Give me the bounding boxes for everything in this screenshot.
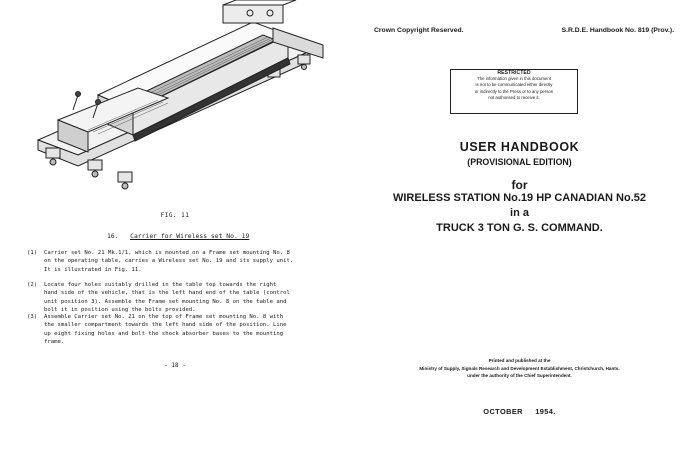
publication-date	[350, 407, 689, 416]
paragraph	[27, 313, 327, 347]
station-line: WIRELESS STATION No.19 HP CANADIAN No.52	[392, 192, 647, 204]
restricted-text: The information given in this document is not to be communicated either directly or indirectly to the Press or to any person not authorised to receive it.	[474, 76, 554, 100]
handbook-reference: S.R.D.E. Handbook No. 819 (Prov.).	[561, 27, 674, 34]
figure-label: FIG. 11	[160, 212, 190, 219]
paragraph-text: Locate four holes suitably drilled in the table top towards the right hand side of the vehicle, that is the left hand end of the table (control unit position 3). Assemble the Frame set mounting No. 8 on the table and bolt it in position using the bolts provided.	[44, 282, 290, 313]
restricted-box	[450, 69, 578, 114]
paragraph	[27, 281, 327, 315]
publisher-line: Ministry of Supply, Signals Research and Development Establishment, Christchurch, Hants.	[419, 365, 620, 371]
paragraph-number: (2)	[27, 282, 38, 288]
right-page	[350, 0, 689, 449]
paragraph-number: (1)	[27, 250, 38, 256]
for-line: for	[511, 178, 528, 192]
publisher-block	[350, 357, 689, 380]
carrier-frame-drawing	[18, 0, 338, 205]
date-month: OCTOBER	[483, 407, 523, 416]
truck-line: TRUCK 3 TON G. S. COMMAND.	[436, 222, 603, 234]
in-a-line: in a	[510, 207, 529, 219]
copyright-notice: Crown Copyright Reserved.	[374, 27, 464, 34]
publisher-line: Printed and published at the	[488, 358, 551, 363]
paragraph-text: Assemble Carrier set No. 21 on the top of Frame set mounting No. 8 with the smaller compartment towards the left hand side of the position. Line up eight fixing holes and bolt the shock absorber bases to the mounting frame.	[44, 314, 287, 345]
paragraph-number: (3)	[27, 314, 38, 320]
section-title: Carrier for Wireless set No. 19	[130, 232, 250, 240]
date-year: 1954.	[535, 407, 556, 416]
paragraph-text: Carrier set No. 21 Mk.1/1, which is mounted on a Frame set mounting No. 8 on the operating table, carries a Wireless set No. 19 and its supply unit. It is illustrated in Fig. 11.	[44, 250, 294, 273]
section-heading	[107, 232, 249, 240]
restricted-title: RESTRICTED	[497, 70, 531, 76]
document-title: USER HANDBOOK	[459, 140, 580, 154]
publisher-line: under the authority of the Chief Superintendent.	[467, 373, 572, 378]
paragraph	[27, 249, 327, 275]
page-number: - 18 -	[164, 362, 186, 369]
document-subtitle: (PROVISIONAL EDITION)	[467, 157, 572, 167]
section-number: 16.	[107, 232, 119, 240]
